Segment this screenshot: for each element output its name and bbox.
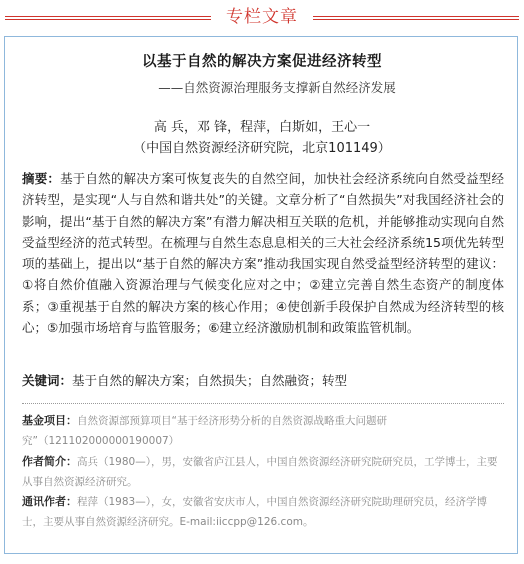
funding-info (22, 411, 506, 451)
author-bio-text: 高兵（1980—），男，安徽省庐江县人，中国自然资源经济研究院研究员，工学博士，主要从事自然资源经济研究。 (22, 456, 498, 488)
abstract (22, 168, 504, 338)
corresponding-author (22, 492, 506, 532)
article-title: 以基于自然的解决方案促进经济转型 (142, 54, 382, 70)
abstract-text: 基于自然的解决方案可恢复丧失的自然空间，加快社会经济系统向自然受益型经济转型，是实现“人与自然和谐共处”的关键。文章分析了“自然损失”对我国经济社会的影响，提出“基于自然的解决方案”有潜力解决相互关联的危机，并能够推动实现向自然受益型经济的范式转型。在梳理与自然生态息息相关的三大社会经济系统15项优先转型项的基础上，提出以“基于自然的解决方案”推动我国实现自然受益型经济转型的建议：①将自然价值融入资源治理与气候变化应对之中；②建立完善自然生态资产的制度体系；③重视基于自然的解决方案的核心作用；④使创新手段保护自然成为经济转型的核心；⑤加强市场培育与监管服务；⑥建立经济激励机制和政策监管机制。 (22, 171, 504, 336)
funding-label: 基金项目： (22, 414, 77, 427)
dotted-separator (22, 403, 504, 404)
abstract-label: 摘要： (22, 171, 61, 186)
corresponding-label: 通讯作者： (22, 495, 77, 508)
author-list: 高 兵，邓 锋，程萍，白斯如，王心一 (153, 120, 371, 135)
column-label: 专栏文章 (211, 2, 313, 32)
keywords (22, 370, 504, 391)
article-subtitle: ——自然资源治理服务支撑新自然经济发展 (158, 80, 396, 95)
corresponding-text: 程萍（1983—），女，安徽省安庆市人，中国自然资源经济研究院助理研究员，经济学博士，主要从事自然资源经济研究。E-mail:iiccpp@126.com。 (22, 496, 487, 528)
keywords-label: 关键词： (22, 373, 73, 388)
author-affiliation: （中国自然资源经济研究院，北京101149） (133, 141, 391, 156)
keywords-text: 基于自然的解决方案；自然损失；自然融资；转型 (72, 373, 348, 388)
author-bio-label: 作者简介： (22, 455, 77, 468)
author-bio (22, 452, 506, 492)
funding-text: 自然资源部预算项目“基于经济形势分析的自然资源战略重大问题研究”（121102000000190007） (22, 415, 387, 447)
